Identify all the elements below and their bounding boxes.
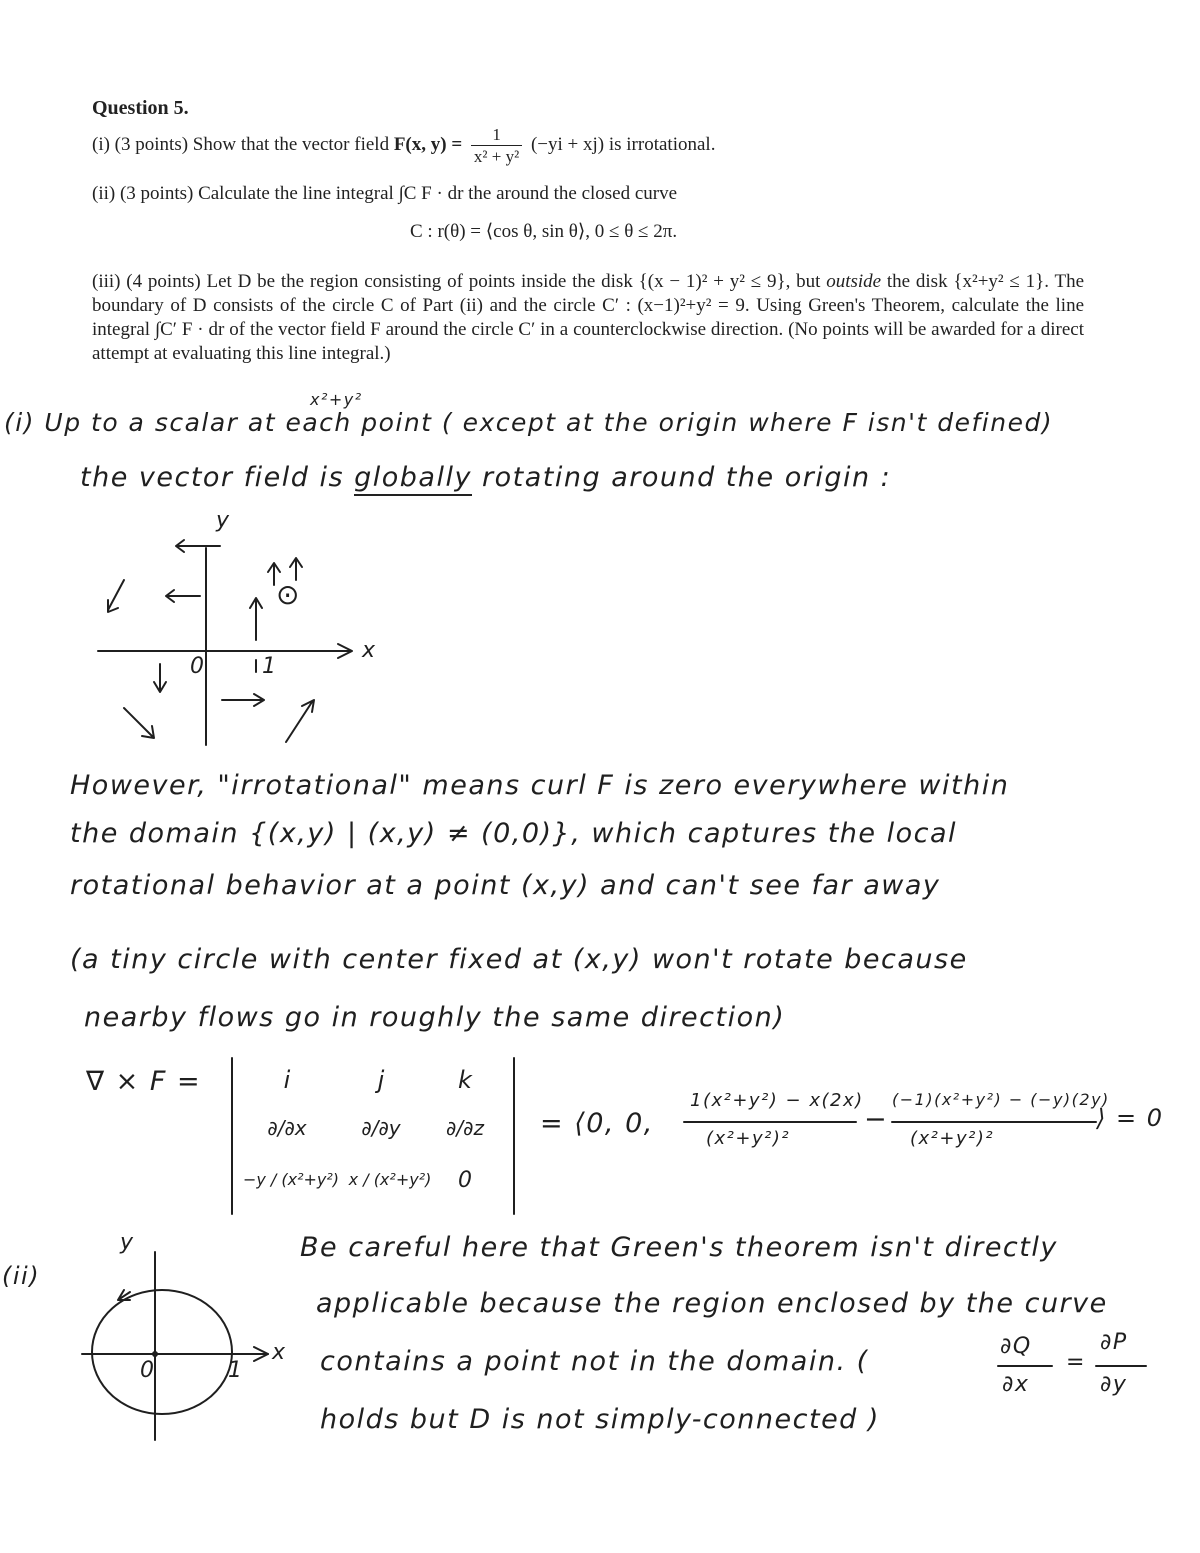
answer-i-line2-b: rotating around the origin : bbox=[471, 462, 892, 493]
field-lhs: F(x, y) = bbox=[393, 134, 463, 156]
det-ddy: ∂/∂y bbox=[361, 1116, 401, 1140]
field-frac-num: 1 bbox=[471, 124, 522, 146]
para-line-1: However, "irrotational" means curl F is zero everywhere within bbox=[70, 770, 1010, 801]
field-rhs: (−yi + xj) bbox=[530, 134, 605, 156]
det-q: x / (x²+y²) bbox=[348, 1170, 432, 1189]
curl-minus: − bbox=[864, 1104, 889, 1135]
answer-i-line1: (i) Up to a scalar at each point ( except at the origin where F isn't defined) bbox=[4, 408, 1054, 437]
det-ddz: ∂/∂z bbox=[446, 1116, 484, 1140]
sketch2-one-label: 1 bbox=[228, 1358, 244, 1383]
answer-i-globally: globally bbox=[354, 462, 472, 496]
part-i-suffix: is irrotational. bbox=[604, 134, 716, 156]
curl-den-2: (x²+y²)² bbox=[910, 1128, 995, 1149]
field-frac-den: x² + y² bbox=[473, 147, 520, 167]
answer-ii-line-4: holds but D is not simply-connected ) bbox=[320, 1404, 880, 1435]
curl-lhs: ∇ × F = bbox=[86, 1066, 202, 1097]
partial-q: ∂Q bbox=[1000, 1334, 1032, 1359]
answer-ii-line-1: Be careful here that Green's theorem isn't directly bbox=[300, 1232, 1058, 1263]
para-line-2: the domain {(x,y) | (x,y) ≠ (0,0)}, which captures the local bbox=[70, 818, 958, 849]
sketch2-y-label: y bbox=[120, 1230, 135, 1255]
det-r: 0 bbox=[458, 1168, 472, 1193]
sketch2-origin-label: 0 bbox=[140, 1358, 156, 1383]
sketch1-one-label: 1 bbox=[262, 654, 278, 679]
answer-i-line2-a: the vector field is bbox=[80, 462, 355, 493]
sketch1-x-label: x bbox=[362, 638, 377, 663]
para-line-4: (a tiny circle with center fixed at (x,y) won't rotate because bbox=[70, 944, 968, 975]
para-line-5: nearby flows go in roughly the same direction) bbox=[84, 1002, 786, 1033]
caret-note: x²+y² bbox=[310, 390, 363, 409]
curl-den-1: (x²+y²)² bbox=[706, 1128, 791, 1149]
part-iii-outside: outside bbox=[826, 271, 882, 292]
sketch2-x-label: x bbox=[272, 1340, 287, 1365]
curl-rhs-start: = ⟨0, 0, bbox=[540, 1108, 654, 1139]
answer-ii-line-2: applicable because the region enclosed by the curve bbox=[316, 1288, 1108, 1319]
partial-eq: = bbox=[1066, 1350, 1086, 1375]
det-k: k bbox=[458, 1066, 472, 1094]
answer-ii-line-3: contains a point not in the domain. ( bbox=[320, 1346, 869, 1377]
det-i: i bbox=[283, 1066, 291, 1094]
det-ddx: ∂/∂x bbox=[267, 1116, 307, 1140]
part-iii-text-b: the disk {x²+y² ≤ 1}. The boundary of D consists of the circle C of Part (ii) and the circle C′ : (x−1)²+y² = 9. Using Green's Theorem, calculate the line integral ∫C′ F · dr of the vector field F around the circle C′ in a counterclockwise direction. (No points will be awarded for a direct attempt at evaluating this line integral.) bbox=[92, 271, 1084, 364]
sketch1-origin-label: 0 bbox=[190, 654, 206, 679]
partial-p: ∂P bbox=[1100, 1330, 1128, 1355]
curl-num-1: 1(x²+y²) − x(2x) bbox=[690, 1090, 864, 1111]
rotation-symbol-icon: ⊙ bbox=[276, 578, 301, 611]
part-ii-statement: (ii) (3 points) Calculate the line integral ∫C F · dr the around the closed curve bbox=[92, 183, 678, 204]
para-line-3: rotational behavior at a point (x,y) and can't see far away bbox=[70, 870, 941, 901]
part-ii-curve: C : r(θ) = ⟨cos θ, sin θ⟩, 0 ≤ θ ≤ 2π. bbox=[410, 221, 678, 242]
partial-x: ∂x bbox=[1002, 1372, 1030, 1397]
question-title: Question 5. bbox=[92, 97, 189, 119]
curl-num-2: (−1)(x²+y²) − (−y)(2y) bbox=[892, 1090, 1110, 1109]
det-j: j bbox=[377, 1066, 385, 1094]
det-p: −y / (x²+y²) bbox=[242, 1170, 340, 1189]
sketch1-y-label: y bbox=[216, 508, 231, 533]
answer-ii-label: (ii) bbox=[2, 1262, 41, 1290]
curl-rhs-end: ⟩ = 0 bbox=[1096, 1104, 1164, 1132]
part-i-prefix: (i) (3 points) Show that the vector field bbox=[92, 134, 394, 156]
partial-y: ∂y bbox=[1100, 1372, 1128, 1397]
part-iii-text-a: (iii) (4 points) Let D be the region consisting of points inside the disk {(x − 1)² + y² ≤ 9}, but bbox=[92, 271, 827, 292]
